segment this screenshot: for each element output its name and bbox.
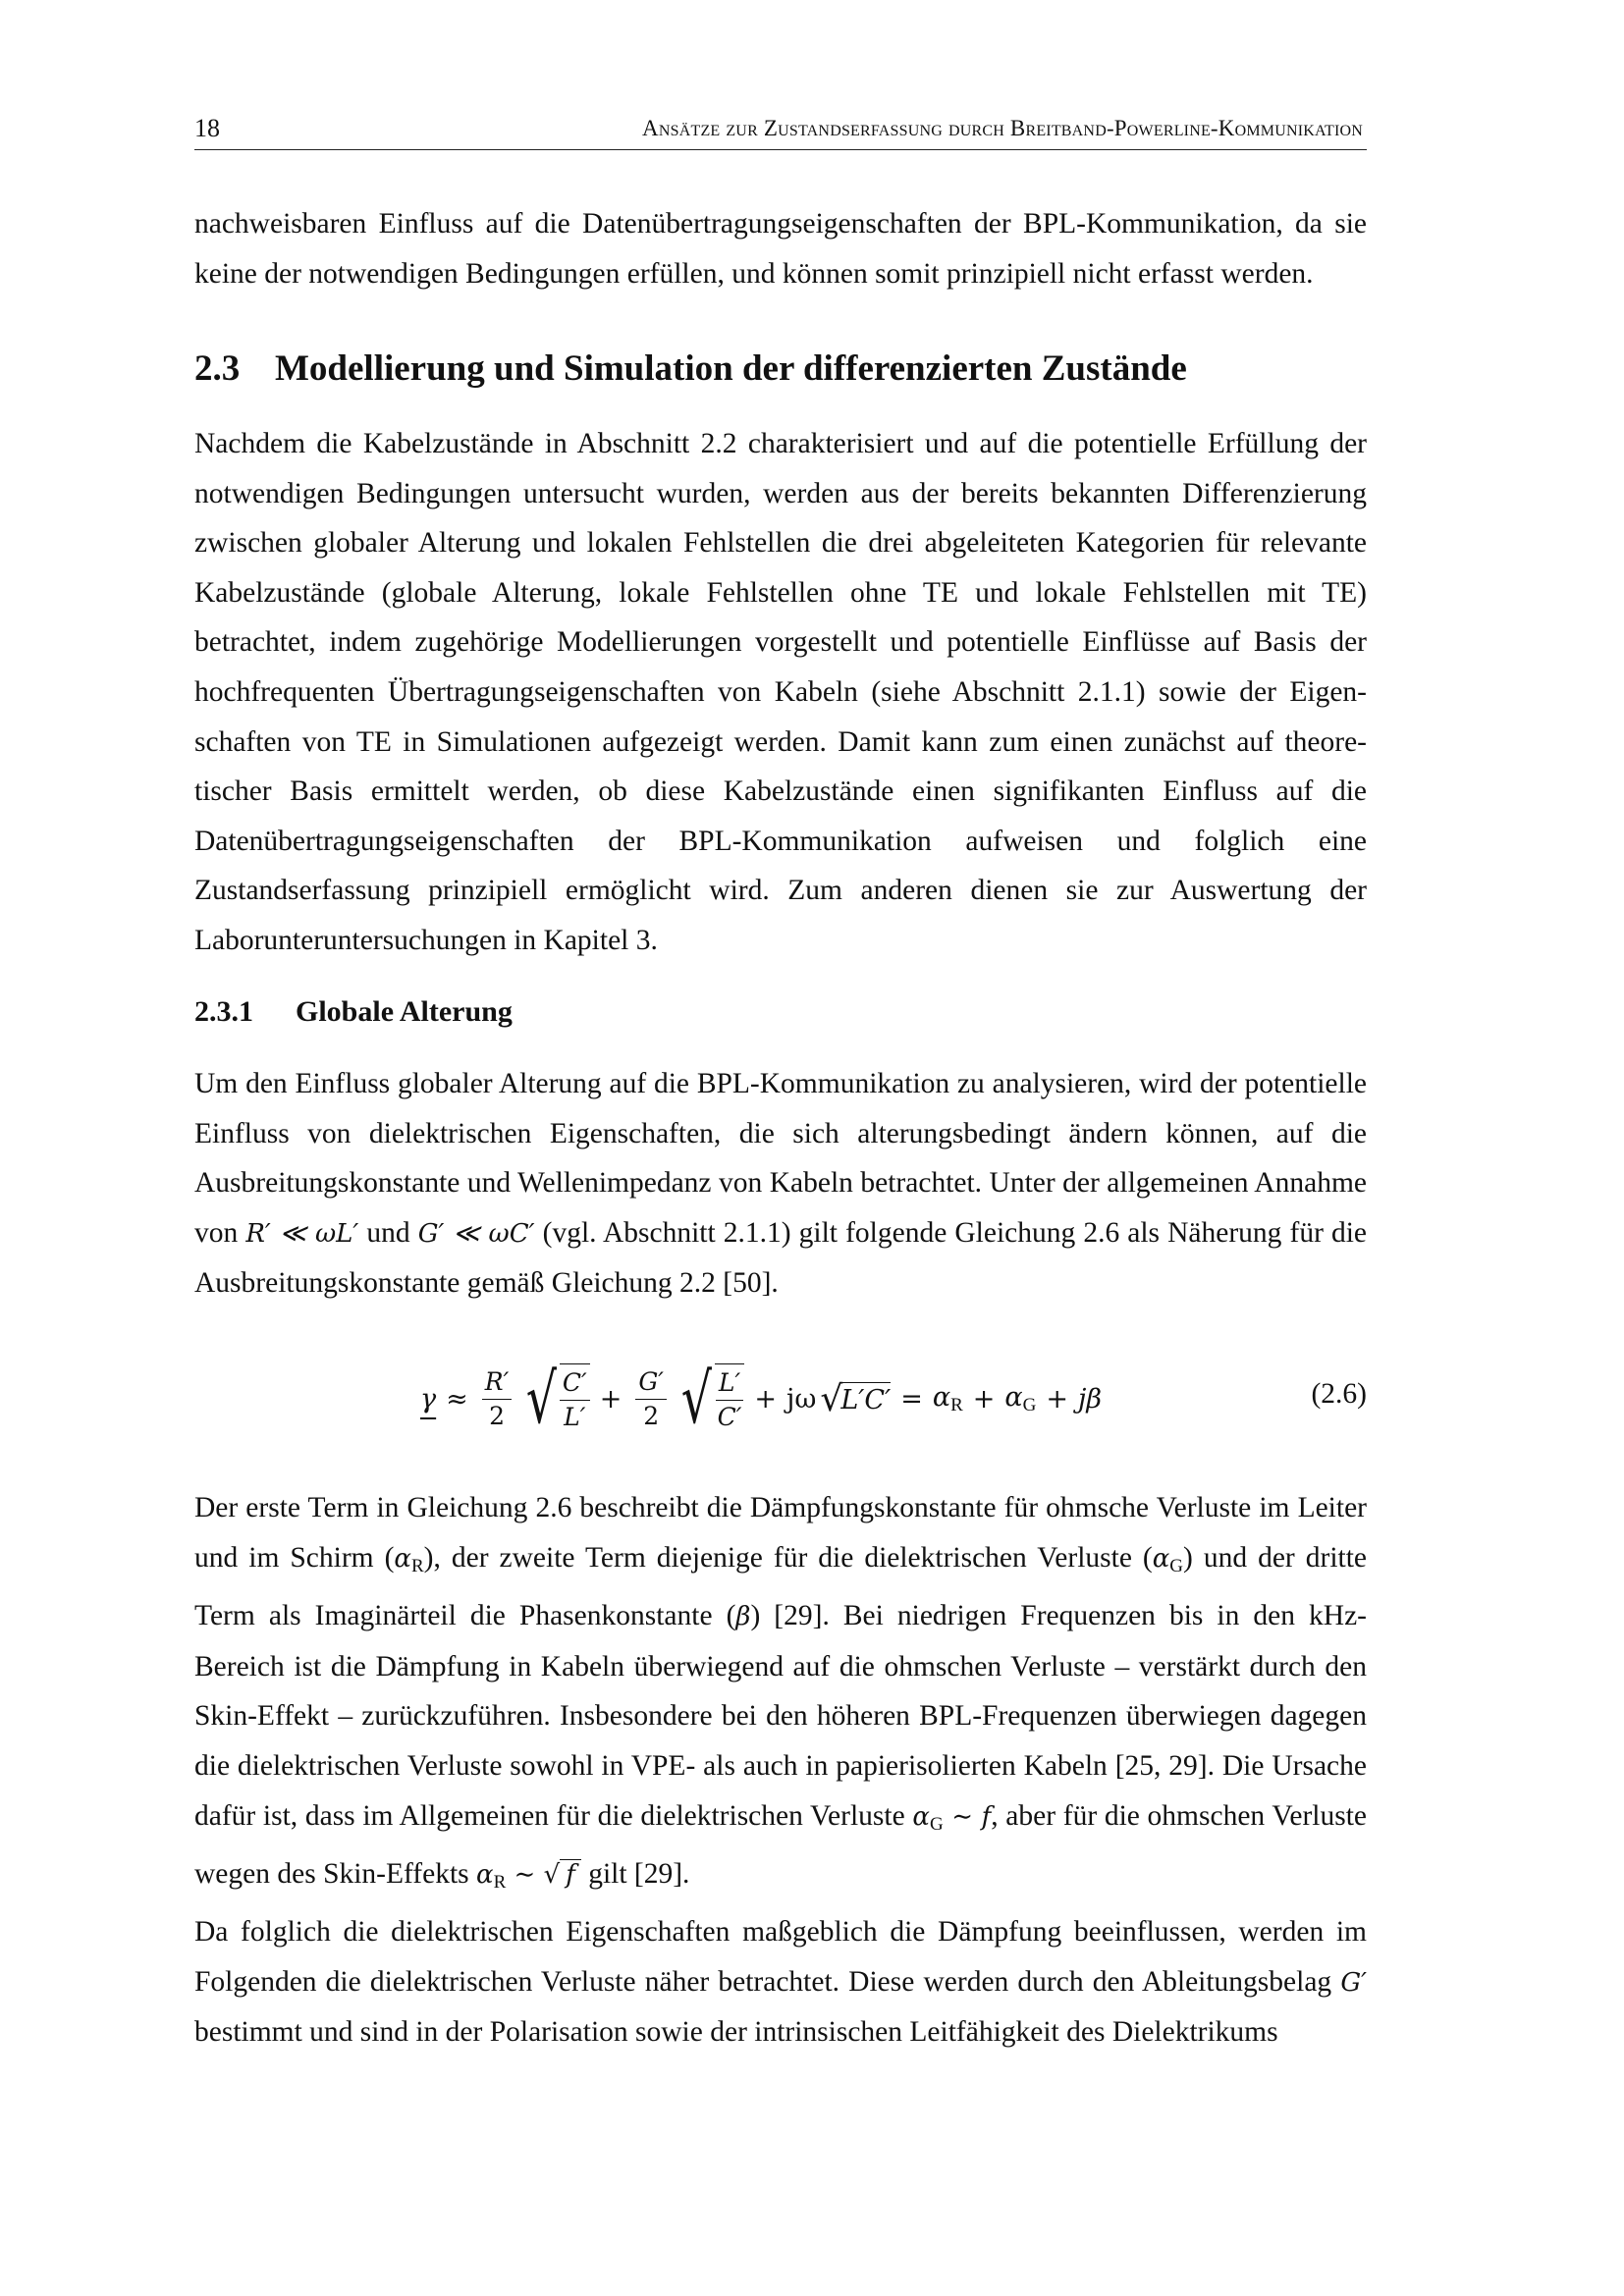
math-inline (1153, 1544, 1183, 1574)
sim: ∼ (951, 1801, 974, 1832)
radical-sign: √ (543, 1860, 561, 1891)
subscript: R (410, 1555, 424, 1576)
frac-num: C′ (560, 1366, 590, 1401)
text-run: gilt [29]. (588, 1858, 690, 1891)
subscript: G (1022, 1394, 1037, 1415)
f: f (560, 1859, 581, 1890)
math-inline (394, 1544, 423, 1574)
eq-jw: jω (786, 1383, 817, 1415)
text-run: , aber für die ohmschen Verluste wegen des Skin-Effekts (194, 1799, 1367, 1891)
section-heading (194, 347, 1187, 390)
math-inline (476, 1860, 581, 1894)
eq-plus: + (754, 1383, 778, 1415)
frac-den: L′ (564, 1403, 586, 1431)
subscript: R (950, 1394, 963, 1415)
f: f (981, 1801, 992, 1832)
radical-sign: √ (820, 1378, 843, 1419)
eq-sqrt-lc (675, 1359, 744, 1439)
text-run: ), der zweite Term diejenige für die dielektrischen Verluste ( (423, 1541, 1153, 1574)
subscript: G (929, 1813, 944, 1835)
math-inline (912, 1801, 992, 1835)
subsection-paragraph-1 (194, 1059, 1367, 1308)
eq-alpha-r (933, 1382, 963, 1416)
eq-plus: + (599, 1383, 623, 1415)
eq-frac-r (482, 1365, 513, 1433)
math-inline: G′ ≪ ωC′ (417, 1218, 535, 1249)
section-number: 2.3 (194, 348, 241, 389)
subsection-paragraph-2 (194, 1483, 1367, 1908)
text-run: ) [29]. Bei niedrigen Frequenzen bis in den kHz-Bereich ist die Dämpfung in Kabeln überwiegend auf die ohmschen Verluste – verstärkt durch den Skin-Effekt – zurückzuführen. Insbesondere bei den höheren BPL-Frequenzen überwiegen dagegen die dielektrischen Verluste sowohl in VPE- als auch in papierisolierten Kabeln [25, 29]. Die Ursache dafür ist, dass im Allgemeinen für die dielektrischen Verluste (194, 1600, 1367, 1832)
paragraph-top: nachweisbaren Einfluss auf die Datenübertragungseigenschaften der BPL-Kommunikation, da sie keine der notwendigen Bedingungen erfüllen, und können somit prinzipiell nicht erfasst werden. (194, 208, 1367, 290)
subsection-title: Globale Alterung (296, 995, 513, 1028)
equation-number: (2.6) (1311, 1378, 1367, 1410)
subsection-number: 2.3.1 (194, 995, 253, 1028)
math-inline: β (735, 1602, 751, 1632)
text-run: ) und der dritte Term als Imaginärteil die Phasenkonstante ( (194, 1541, 1368, 1632)
eq-frac-g (635, 1365, 667, 1433)
equation-block (194, 1345, 1367, 1453)
eq-alpha-g (1004, 1382, 1036, 1416)
subsection-heading (194, 995, 513, 1029)
section-paragraph: Nachdem die Kabelzustände in Abschnitt 2.2 charakterisiert und auf die potentielle Erfüllung der notwendigen Bedingungen untersucht wurden, werden aus der bereits bekannten Differenzierung zwischen globaler Alterung und lokalen Fehlstellen die drei abgeleiteten Kategorien für relevante Kabelzustände (globale Alterung, lokale Fehlstellen ohne TE und lokale Fehlstellen mit TE) betrachtet, indem zugehörige Modellierungen vorgestellt und potentielle Einflüsse auf Basis der hochfrequenten Übertragungseigenschaften von Kabeln (siehe Abschnitt 2.1.1) sowie der Eigenschaften von TE in Simulationen aufgezeigt werden. Damit kann zum einen zunächst auf theoretischer Basis ermittelt werden, ob diese Kabelzustände einen signifikanten Einfluss auf die Datenübertragungseigenschaften der BPL-Kommunikation aufweisen und folglich eine Zustandserfassung prinzipiell ermöglicht wird. Zum anderen dienen sie zur Auswertung der Laborunteruntersuchungen in Kapitel 3. (194, 428, 1367, 956)
frac-den: C′ (717, 1403, 742, 1431)
eq-equals: = (900, 1383, 923, 1415)
running-title: Ansätze zur Zustandserfassung durch Breitband-Powerline-Kommunikation (642, 116, 1363, 140)
subsection-paragraph-3 (194, 1907, 1367, 2057)
sqrt-inner: L′C′ (840, 1382, 891, 1415)
equation-2-6 (420, 1345, 1102, 1453)
alpha: α (1004, 1381, 1023, 1413)
eq-plus: + (1046, 1383, 1068, 1415)
frac-num: G′ (635, 1365, 667, 1400)
text-run: Um den Einfluss globaler Alterung auf die BPL-Kommunikation zu analysieren, wird der potentielle Einfluss von dielektrischen Eigenschaften, die sich alterungsbedingt ändern können, auf die Ausbreitungskonstante und Wellenimpedanz von Kabeln betrachtet. Unter der allgemeinen Annahme von (194, 1068, 1367, 1249)
radical-sign: √ (680, 1359, 712, 1439)
frac-den: 2 (643, 1401, 660, 1430)
math-inline: G′ (1340, 1967, 1368, 1998)
alpha: α (476, 1860, 494, 1891)
frac-num: L′ (716, 1366, 743, 1401)
subscript: G (1169, 1555, 1184, 1576)
eq-approx: ≈ (446, 1383, 468, 1415)
subscript: R (493, 1872, 507, 1894)
alpha: α (932, 1381, 951, 1413)
alpha: α (394, 1543, 411, 1574)
frac-den: 2 (489, 1401, 505, 1430)
page-header (194, 110, 1367, 150)
text-run: (vgl. Abschnitt 2.1.1) gilt folgende Gleichung 2.6 als Näherung für die Ausbreitungskonstante gemäß Gleichung 2.2 [50]. (194, 1216, 1368, 1300)
eq-gamma: γ (420, 1383, 437, 1415)
eq-sqrt-cl (519, 1359, 589, 1439)
alpha: α (1152, 1543, 1170, 1574)
text-run: und (366, 1216, 410, 1249)
page-number: 18 (194, 114, 220, 142)
eq-jbeta: jβ (1077, 1383, 1102, 1415)
math-inline: R′ ≪ ωL′ (245, 1218, 359, 1249)
text-run: Der erste Term in Gleichung 2.6 beschreibt die Dämpfungskonstante für ohmsche Verluste im Leiter und im Schirm ( (194, 1492, 1367, 1574)
frac-num: R′ (482, 1365, 513, 1400)
sim: ∼ (514, 1860, 536, 1891)
eq-plus: + (972, 1383, 996, 1415)
alpha: α (912, 1801, 930, 1832)
radical-sign: √ (525, 1359, 558, 1439)
section-title: Modellierung und Simulation der differenzierten Zustände (275, 348, 1187, 389)
text-run: Da folglich die dielektrischen Eigenschaften maßgeblich die Dämpfung beeinflussen, werden im Folgenden die dielektrischen Verluste näher betrachtet. Diese werden durch den Ableitungsbelag (194, 1916, 1367, 1998)
eq-sqrt-lc-product (820, 1379, 891, 1419)
text-run: bestimmt und sind in der Polarisation sowie der intrinsischen Leitfähigkeit des Dielektrikums (194, 2016, 1278, 2049)
